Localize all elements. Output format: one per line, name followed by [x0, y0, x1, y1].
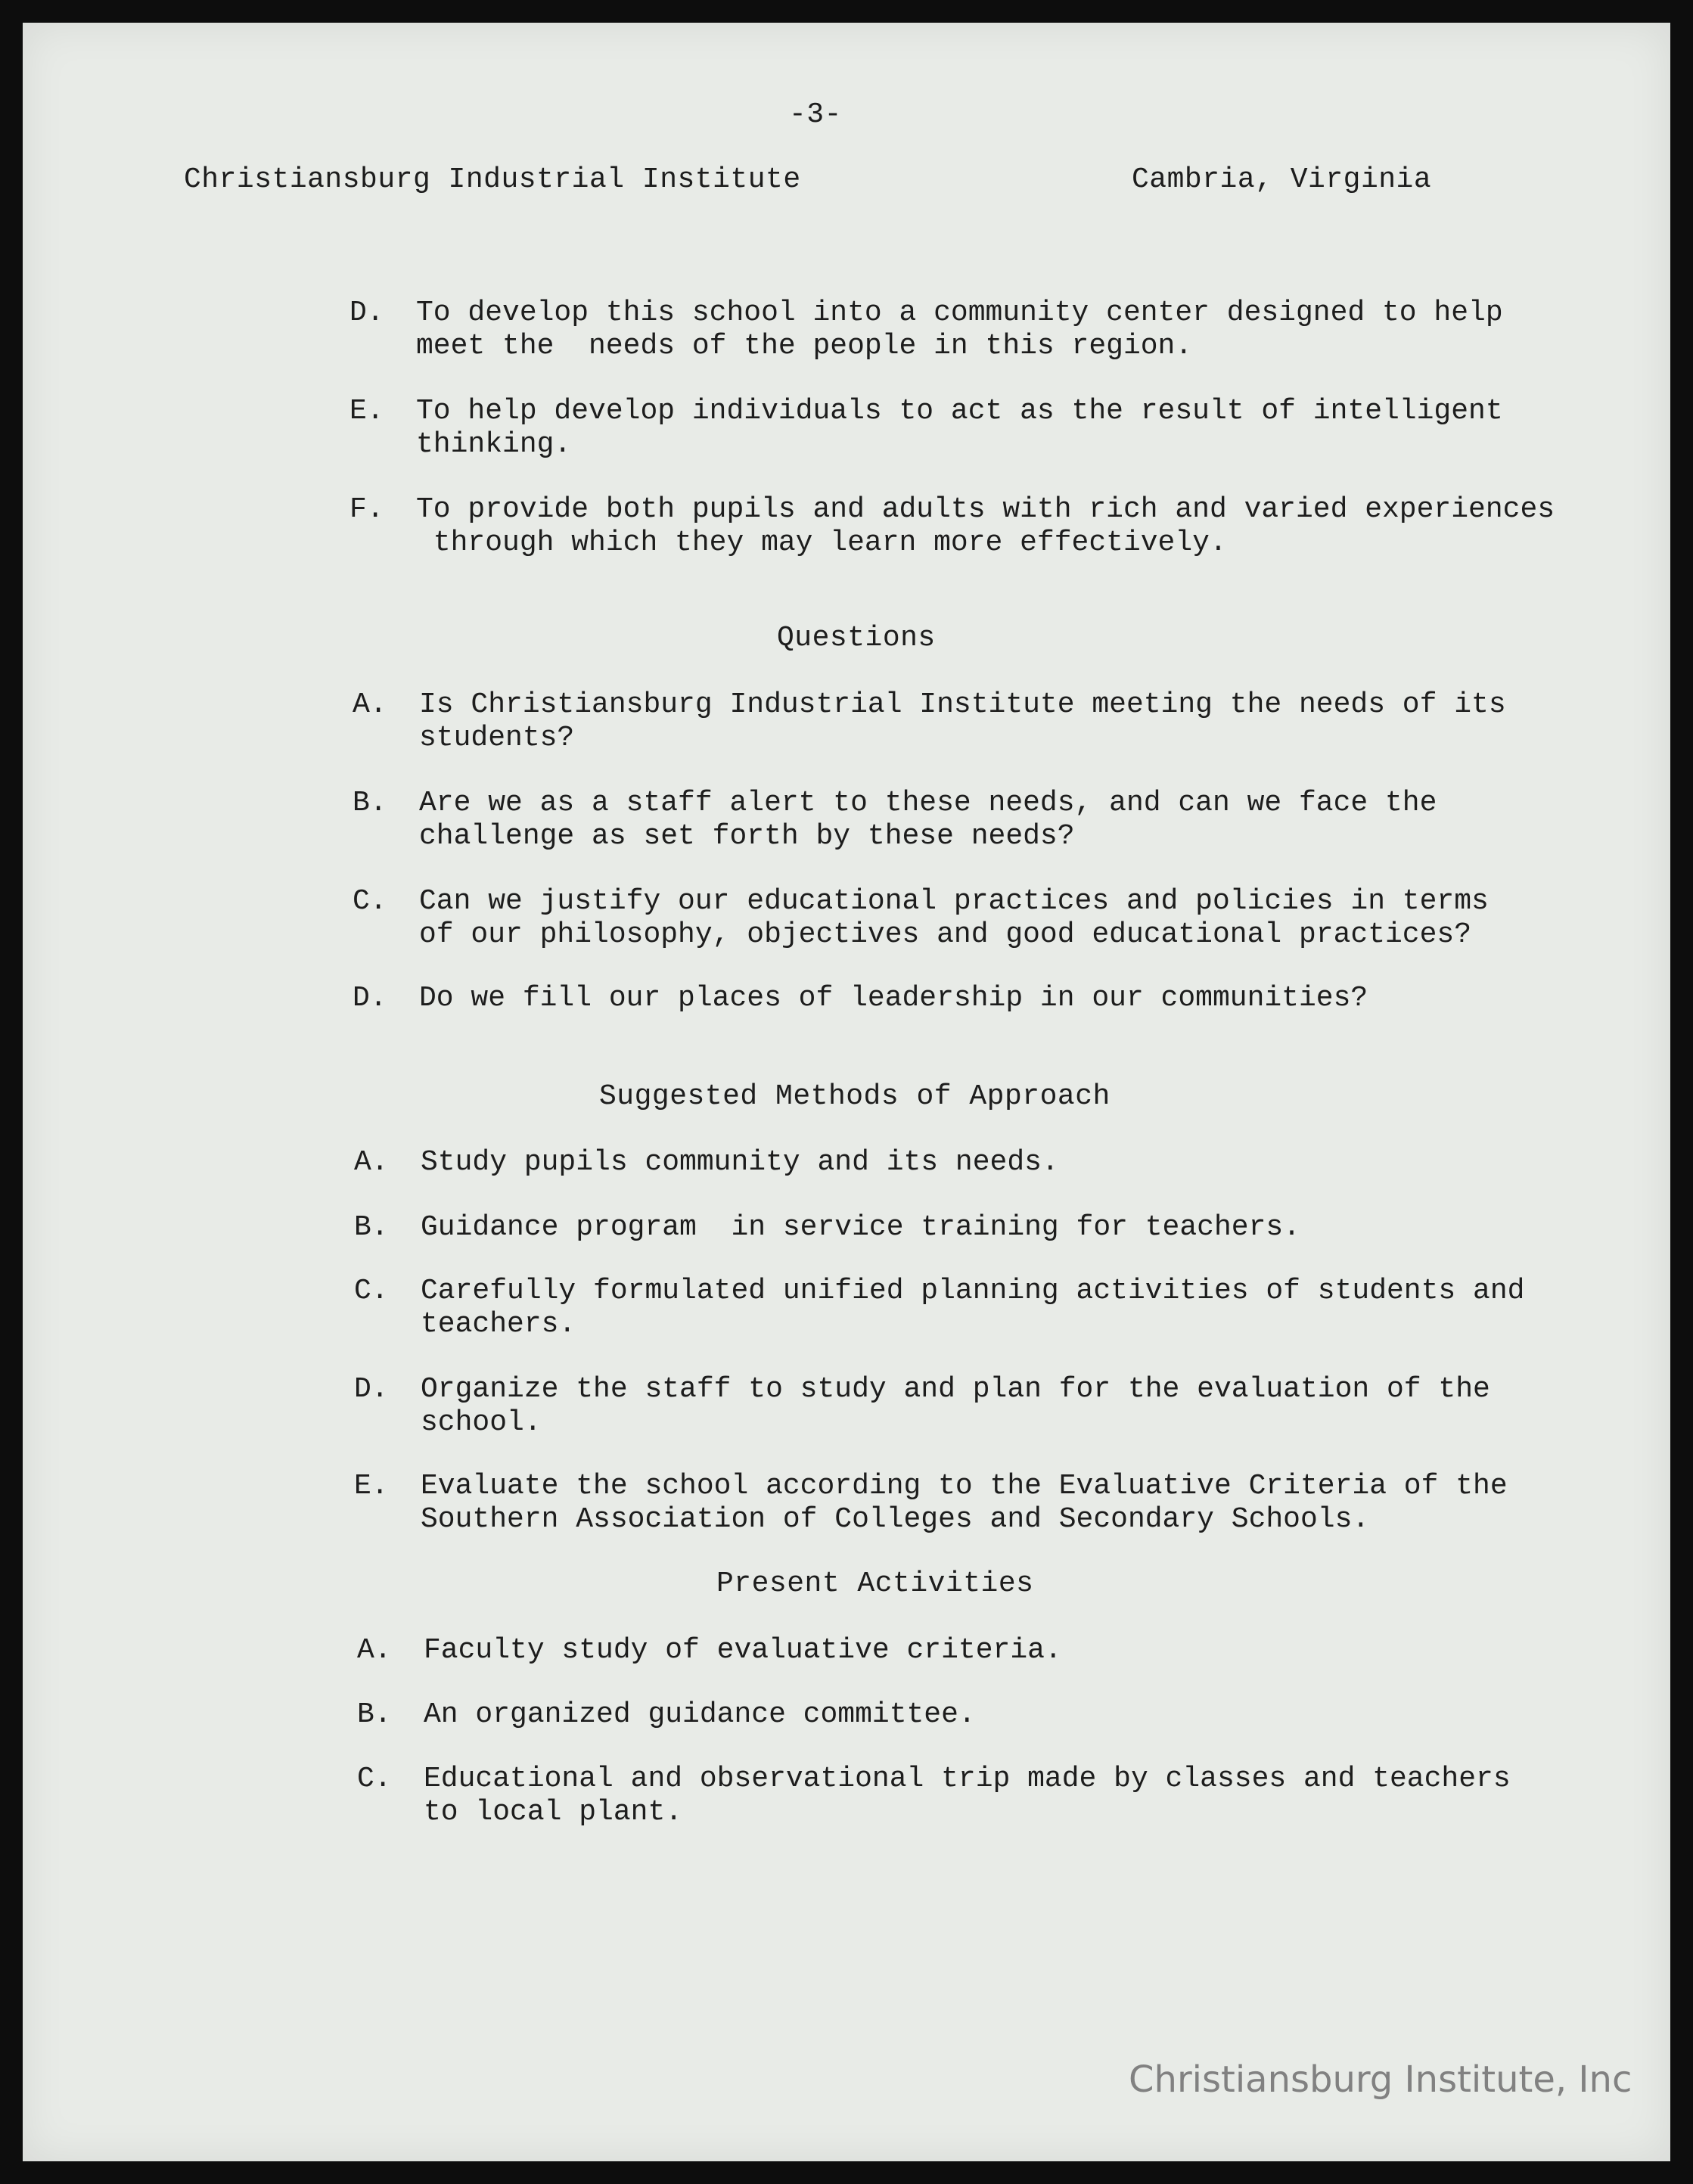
item-text: Are we as a staff alert to these needs, and can we face the challenge as set forth by these needs? — [419, 787, 1437, 853]
item-letter: D. — [349, 297, 384, 329]
item-letter: E. — [354, 1470, 389, 1502]
item-text: To provide both pupils and adults with rich and varied experiences through which they may learn more effectively. — [416, 493, 1555, 559]
watermark: Christiansburg Institute, Inc — [1129, 2058, 1632, 2101]
item-letter: C. — [357, 1763, 392, 1795]
item-text: To develop this school into a community center designed to help meet the needs of the people in this region. — [416, 297, 1503, 362]
item-text: Do we fill our places of leadership in our communities? — [419, 982, 1368, 1014]
header-location: Cambria, Virginia — [1132, 163, 1432, 196]
item-text: Educational and observational trip made by classes and teachers to local plant. — [424, 1763, 1511, 1828]
item-letter: B. — [357, 1698, 392, 1731]
item-letter: C. — [354, 1275, 389, 1307]
item-letter: F. — [349, 493, 384, 526]
section-heading-questions: Questions — [777, 622, 936, 654]
item-letter: A. — [353, 688, 387, 721]
item-letter: E. — [349, 395, 384, 427]
item-text: Organize the staff to study and plan for the evaluation of the school. — [421, 1373, 1490, 1439]
item-letter: C. — [353, 885, 387, 918]
section-heading-methods: Suggested Methods of Approach — [599, 1080, 1111, 1113]
item-text: Carefully formulated unified planning activities of students and teachers. — [421, 1275, 1525, 1341]
item-letter: A. — [357, 1634, 392, 1667]
item-text: To help develop individuals to act as the result of intelligent thinking. — [416, 395, 1503, 461]
item-letter: A. — [354, 1146, 389, 1179]
item-text: Faculty study of evaluative criteria. — [424, 1634, 1062, 1667]
item-text: Is Christiansburg Industrial Institute meeting the needs of its students? — [419, 688, 1506, 754]
item-letter: D. — [354, 1373, 389, 1406]
item-text: Can we justify our educational practices and policies in terms of our philosophy, objectives and good educational practices? — [419, 885, 1489, 951]
item-letter: B. — [353, 787, 387, 819]
item-text: Study pupils community and its needs. — [421, 1146, 1059, 1179]
item-text: Evaluate the school according to the Evaluative Criteria of the Southern Association of Colleges and Secondary Schools. — [421, 1470, 1508, 1536]
item-text: Guidance program in service training for teachers. — [421, 1211, 1300, 1244]
item-letter: B. — [354, 1211, 389, 1244]
section-heading-activities: Present Activities — [716, 1567, 1034, 1600]
item-letter: D. — [353, 982, 387, 1014]
header-institution: Christiansburg Industrial Institute — [184, 163, 801, 196]
page-number: -3- — [789, 98, 842, 131]
item-text: An organized guidance committee. — [424, 1698, 976, 1731]
